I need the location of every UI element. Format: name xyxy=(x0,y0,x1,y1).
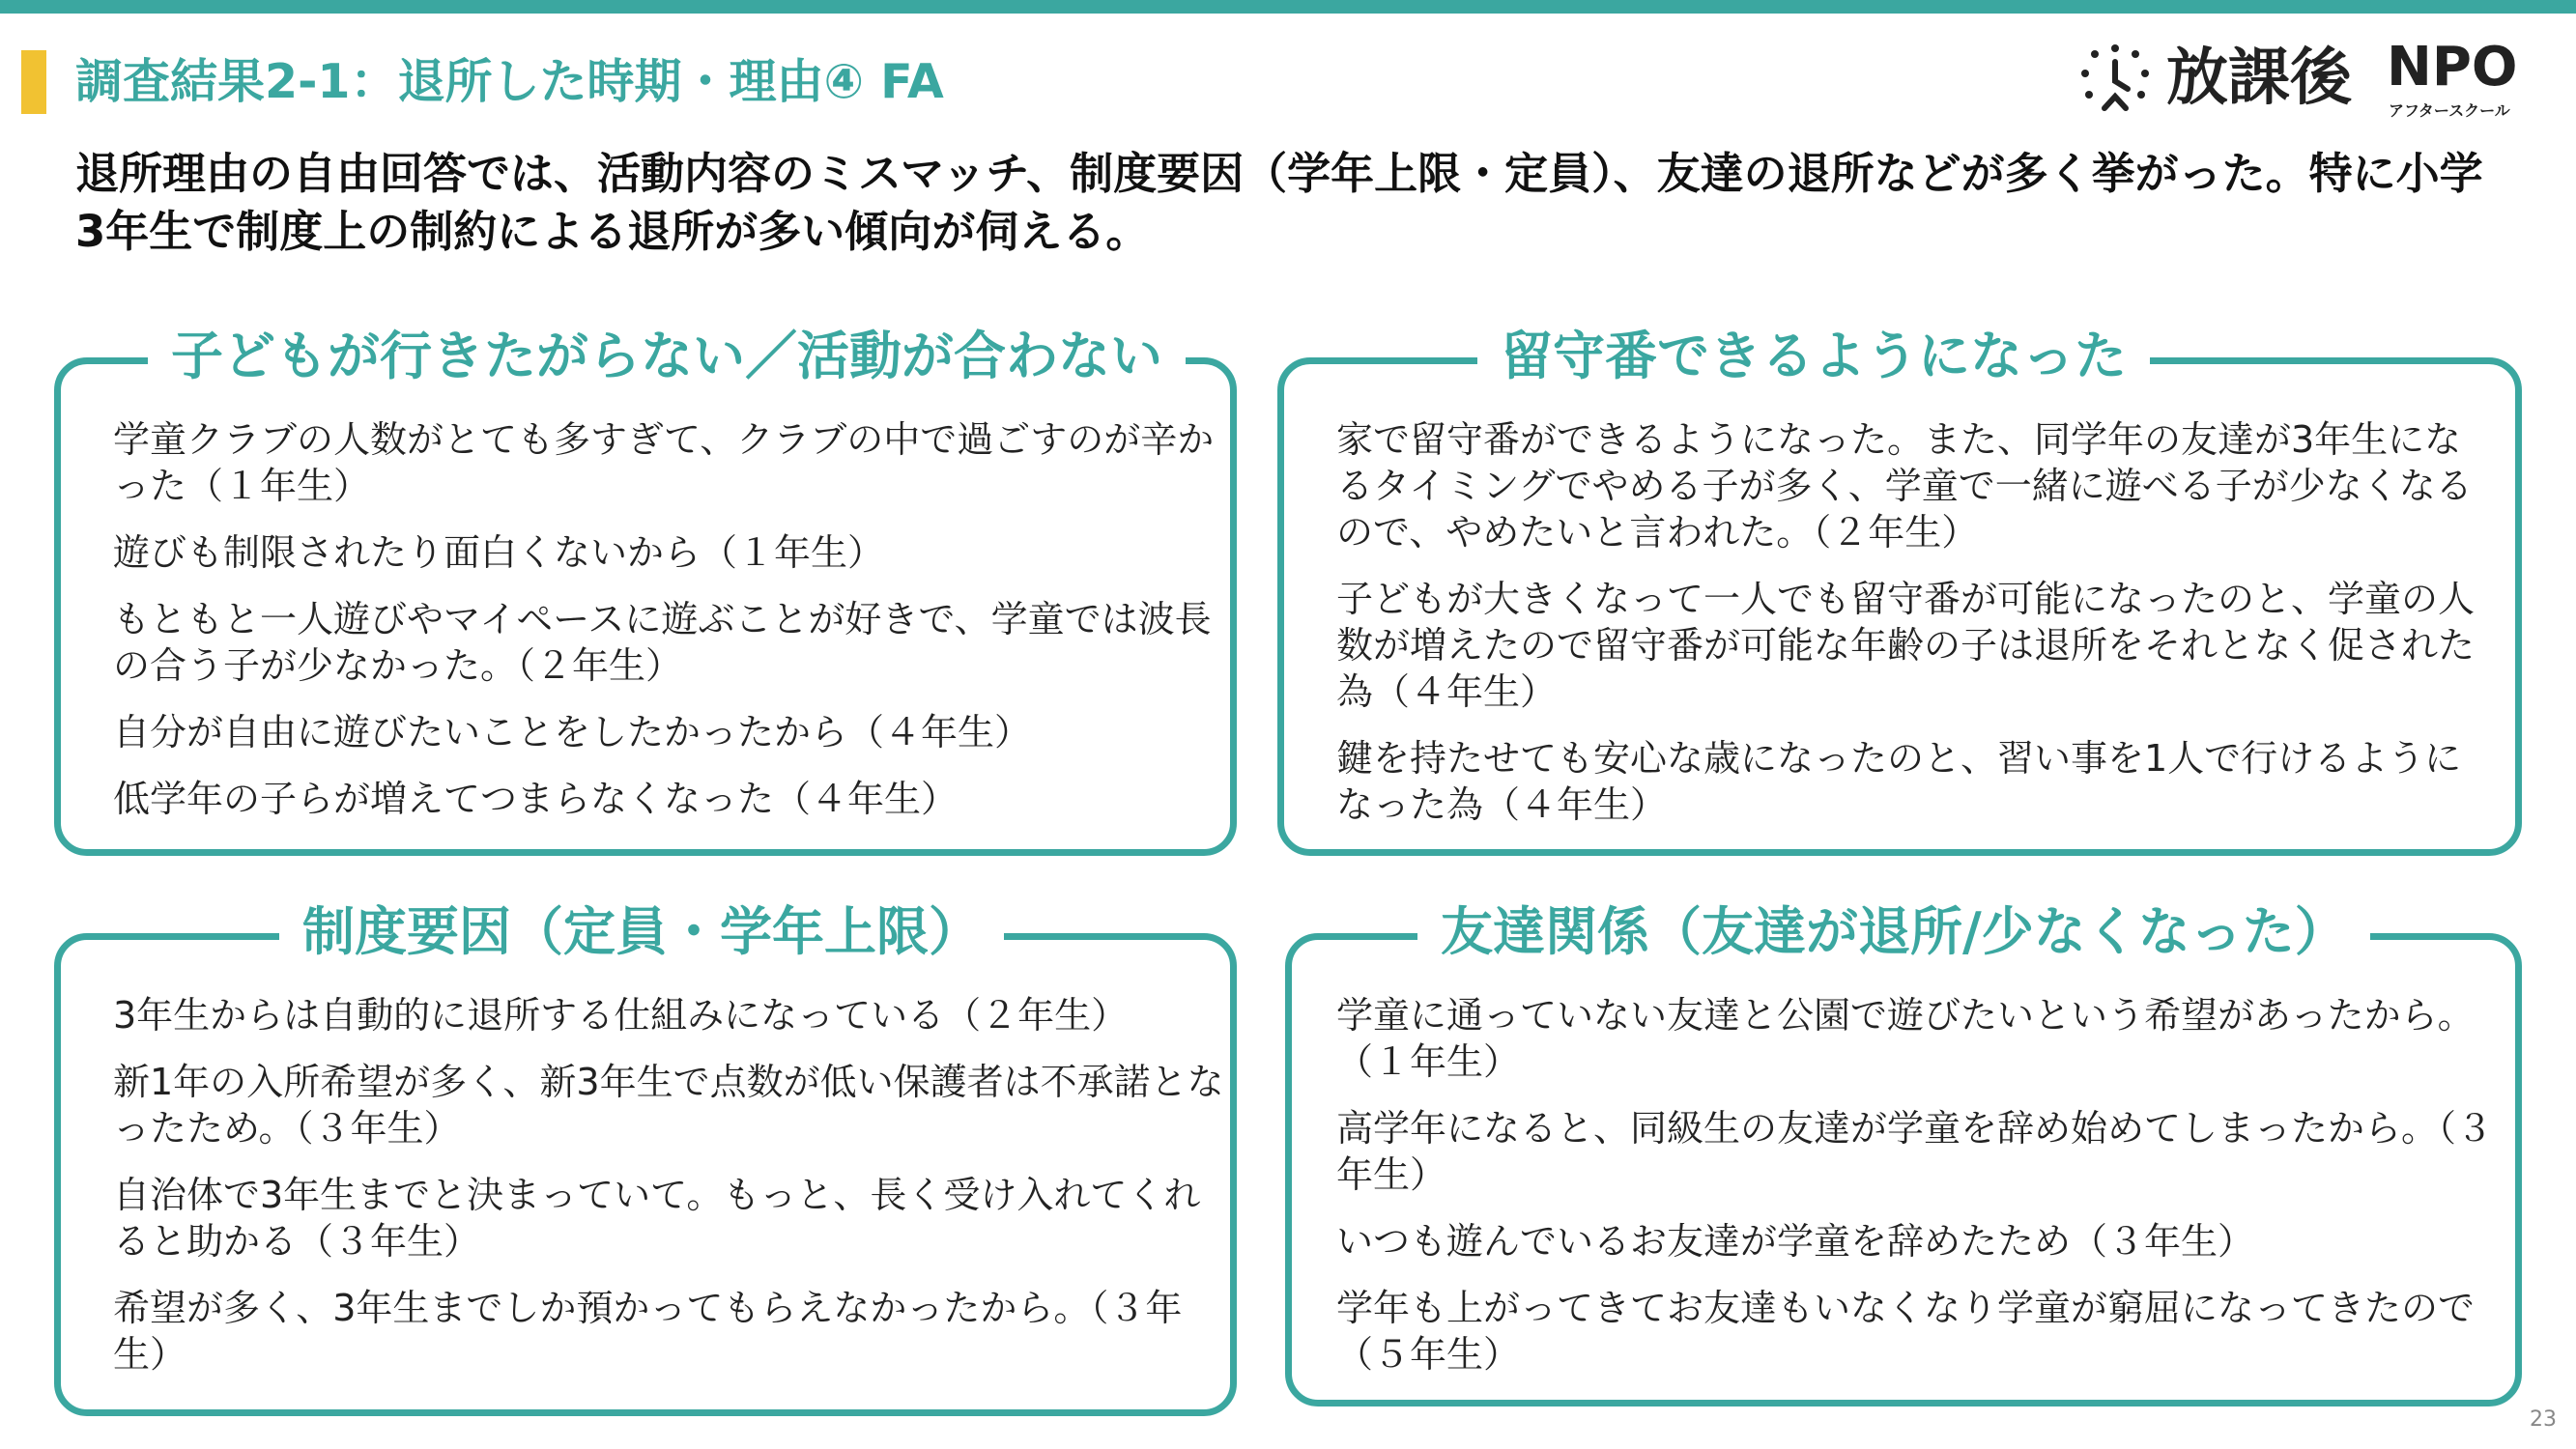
top-accent-bar xyxy=(0,0,2576,14)
page-number: 23 xyxy=(2530,1407,2557,1432)
box-heading: 制度要因（定員・学年上限） xyxy=(279,895,1004,969)
logo-text: 放課後 xyxy=(2166,43,2352,114)
response-item: 家で留守番ができるようになった。また、同学年の友達が3年生になるタイミングでやめる子が多く、学童で一緒に遊べる子が少なくなるので、やめたいと言われた。（２年生） xyxy=(1336,418,2473,554)
response-item: 子どもが大きくなって一人でも留守番が可能になったのと、学童の人数が増えたので留守番が可能な年齢の子は退所をそれとなく促された為（４年生） xyxy=(1336,578,2476,713)
logo xyxy=(2077,35,2518,122)
category-box-home-alone xyxy=(1277,326,2522,856)
title-marker xyxy=(21,50,46,114)
page-title: 調査結果2-1：退所した時期・理由④ FA xyxy=(75,54,944,109)
response-item: 学童に通っていない友達と公園で遊びたいという希望があったから。（１年生） xyxy=(1336,994,2475,1083)
clock-icon xyxy=(2077,41,2153,116)
logo-subtitle: アフタースクール xyxy=(2389,101,2510,120)
response-item: 遊びも制限されたり面白くないから（１年生） xyxy=(113,531,885,574)
response-item: 希望が多く、3年生までしか預かってもらえなかったから。（３年生） xyxy=(113,1287,1183,1376)
box-heading: 留守番できるようになった xyxy=(1477,320,2150,393)
lead-summary: 退所理由の自由回答では、活動内容のミスマッチ、制度要因（学年上限・定員）、友達の退所などが多く挙がった。特に小学3年生で制度上の制約による退所が多い傾向が伺える。 xyxy=(75,148,2483,257)
response-item: もともと一人遊びやマイペースに遊ぶことが好きで、学童では波長の合う子が少なかった。（２年生） xyxy=(113,598,1212,687)
response-list xyxy=(113,416,1224,842)
response-item: 学年も上がってきてお友達もいなくなり学童が窮屈になってきたので（５年生） xyxy=(1336,1287,2476,1376)
response-item: 3年生からは自動的に退所する仕組みになっている（２年生） xyxy=(113,994,1129,1037)
response-list xyxy=(1336,992,2496,1398)
response-item: 自分が自由に遊びたいことをしたかったから（４年生） xyxy=(113,711,1032,753)
response-item: いつも遊んでいるお友達が学童を辞めたため（３年生） xyxy=(1336,1220,2255,1263)
response-item: 鍵を持たせても安心な歳になったのと、習い事を1人で行けるようになった為（４年生） xyxy=(1336,737,2462,826)
category-box-activity-mismatch xyxy=(54,326,1237,856)
category-box-system-factors xyxy=(54,901,1237,1416)
box-heading: 子どもが行きたがらない／活動が合わない xyxy=(148,320,1186,393)
response-list xyxy=(1336,416,2492,848)
response-item: 自治体で3年生までと決まっていて。もっと、長く受け入れてくれると助かる（３年生） xyxy=(113,1174,1201,1263)
response-item: 学童クラブの人数がとても多すぎて、クラブの中で過ごすのが辛かった（１年生） xyxy=(113,418,1215,507)
logo-npo: NPO xyxy=(2387,36,2518,99)
response-item: 低学年の子らが増えてつまらなくなった（４年生） xyxy=(113,778,959,820)
response-item: 新1年の入所希望が多く、新3年生で点数が低い保護者は不承諾となったため。（３年生） xyxy=(113,1061,1224,1150)
response-list xyxy=(113,992,1224,1398)
box-heading: 友達関係（友達が退所/少なくなった） xyxy=(1417,895,2370,969)
category-box-friend-relations xyxy=(1285,901,2522,1406)
response-item: 高学年になると、同級生の友達が学童を辞め始めてしまったから。（３年生） xyxy=(1336,1107,2494,1196)
